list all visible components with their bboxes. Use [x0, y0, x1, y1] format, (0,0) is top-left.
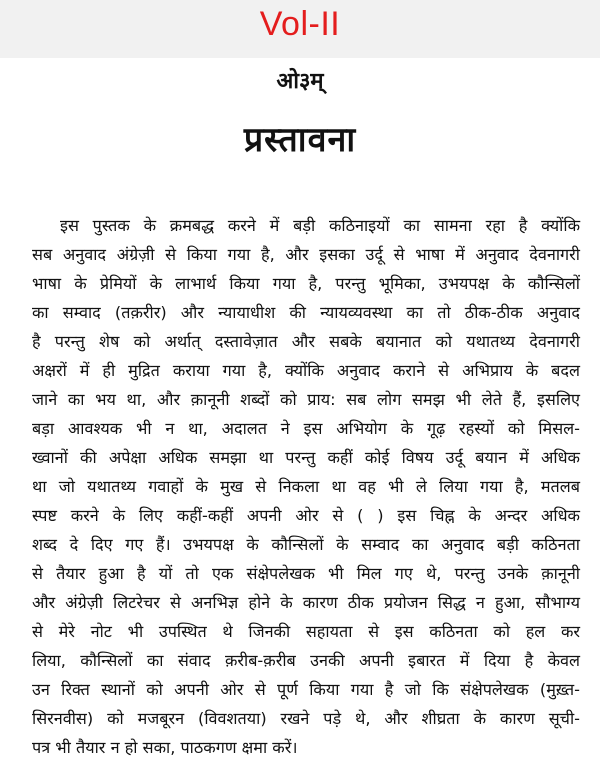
text-line: से मेरे नोट भी उपस्थित थे जिनकी सहायता से इस कठिनता को हल कर — [32, 622, 580, 641]
invocation-heading: ओ३म् — [276, 69, 324, 94]
text-line: सब अनुवाद अंग्रेज़ी से किया गया है, और इसका उर्दू से भाषा में अनुवाद देवनागरी — [32, 245, 580, 264]
text-line: स्पष्ट करने के लिए कहीं-कहीं अपनी ओर से ( ) इस चिह्न के अन्दर अधिक — [32, 506, 580, 525]
text-line: से तैयार हुआ है यों तो एक संक्षेपलेखक भी मिल गए थे, परन्तु उनके क़ानूनी — [32, 564, 580, 583]
text-line: बड़ा आवश्यक भी न था, अदालत ने इस अभियोग के गूढ़ रहस्यों को मिसल- — [32, 419, 580, 438]
text-line: पत्र भी तैयार न हो सका, पाठकगण क्षमा करें। — [32, 738, 298, 757]
text-line: था जो यथातथ्य गवाहों के मुख से निकला था वह भी ले लिया गया है, मतलब — [32, 477, 580, 496]
text-line: और अंग्रेज़ी लिटरेचर से अनभिज्ञ होने के कारण ठीक प्रयोजन सिद्ध न हुआ, सौभाग्य — [32, 593, 580, 612]
text-line: लिया, कौन्सिलों का संवाद क़रीब-क़रीब उनकी अपनी इबारत में दिया है केवल — [32, 651, 580, 670]
page-title: प्रस्तावना — [243, 120, 357, 160]
text-line: है परन्तु शेष को अर्थात् दस्तावेज़ात और सबके बयानात को यथातथ्य देवनागरी — [32, 332, 580, 351]
text-line: का सम्वाद (तक़रीर) और न्यायाधीश की न्यायव्यवस्था का तो ठीक-ठीक अनुवाद — [32, 303, 580, 322]
text-line: भाषा के प्रेमियों के लाभार्थ किया गया है, परन्तु भूमिका, उभयपक्ष के कौन्सिलों — [32, 274, 580, 293]
text-line: ख्वानों की अपेक्षा अधिक समझा था परन्तु कहीं कोई विषय उर्दू बयान में अधिक — [32, 448, 580, 467]
preface-body — [32, 211, 580, 762]
volume-label: Vol-II — [259, 5, 341, 43]
text-line: सिरनवीस) को मजबूरन (विवशतया) रखने पड़े थे, और शीघ्रता के कारण सूची- — [32, 709, 580, 728]
text-line: उन रिक्त स्थानों को अपनी ओर से पूर्ण किया गया है जो कि संक्षेपलेखक (मुख़्त- — [32, 680, 580, 699]
text-line: जाने का भय था, और क़ानूनी शब्दों को प्राय: सब लोग समझ भी लेते हैं, इसलिए — [32, 390, 580, 409]
text-line: शब्द दे दिए गए हैं। उभयपक्ष के कौन्सिलों के सम्वाद का अनुवाद बड़ी कठिनता — [32, 535, 580, 554]
text-line: अक्षरों में ही मुद्रित कराया गया है, क्योंकि अनुवाद कराने से अभिप्राय के बदल — [32, 361, 580, 380]
text-line: इस पुस्तक के क्रमबद्ध करने में बड़ी कठिनाइयों का सामना रहा है क्योंकि — [60, 216, 580, 235]
